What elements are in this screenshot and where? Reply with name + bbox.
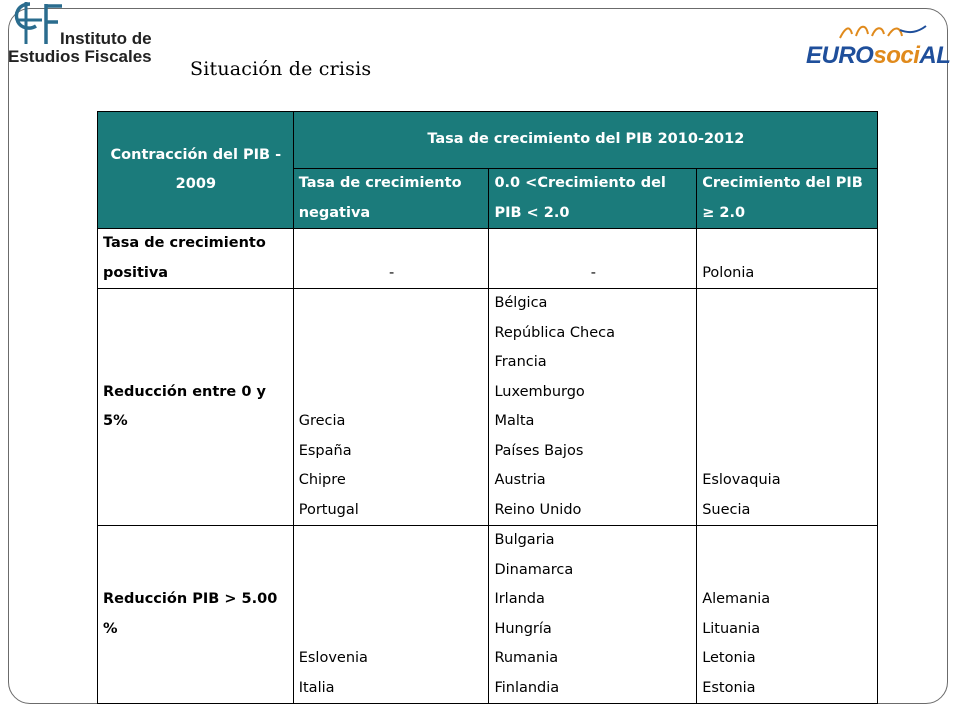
country-name: Chipre [298,472,346,488]
country-name: Luxemburgo [494,383,585,400]
eurosocial-logo [798,20,951,76]
cell-r0-c3 [697,229,878,289]
cell-r1-c1 [293,289,489,526]
col-header-high: Crecimiento del PIB ≥ 2.0 [697,169,878,229]
cell-r2-c3 [697,526,878,704]
row-header-title [98,112,294,229]
country-name: Irlanda [494,591,545,607]
eurosocial-part2: soci [873,42,920,69]
country-name: Portugal [298,501,359,518]
page-title: Situación de crisis [190,58,372,80]
country-name: Suecia [702,501,751,518]
country-name: República Checa [494,324,615,341]
country-name: - [590,264,596,281]
cell-r2-c1 [293,526,489,704]
country-name: Grecia [298,413,346,429]
country-name: Finlandia [494,679,560,696]
country-name: Letonia [702,650,756,666]
ief-line2: Estudios Fiscales [8,47,152,66]
country-name: Bulgaria [494,532,555,548]
country-name: Estonia [702,679,756,696]
ief-logo-icon [8,0,68,46]
cell-r0-c2 [489,229,697,289]
cell-r1-c3 [697,289,878,526]
country-name: Austria [494,472,546,488]
eurosocial-part3: AL [919,42,951,69]
eurosocial-figures-icon [838,20,928,42]
eurosocial-wordmark [806,42,950,70]
table-row [98,526,878,704]
ief-logo [6,0,166,76]
col-header-negative: Tasa de crecimiento negativa [293,169,489,229]
country-name: Reino Unido [494,501,582,518]
country-name: España [298,442,352,459]
country-name: Francia [494,354,547,370]
country-name: Alemania [702,591,771,607]
row-label: Tasa de crecimiento positiva [98,229,294,289]
cell-r1-c2 [489,289,697,526]
table-row [98,289,878,526]
country-name: Lituania [702,620,761,637]
country-name: Bélgica [494,295,548,311]
row-header-title-text: Contracción del PIB - 2009 [110,146,282,192]
country-name: Hungría [494,620,552,637]
group-header [293,112,877,169]
ief-name [8,29,152,66]
country-name: Eslovaquia [702,472,781,488]
country-name: Malta [494,413,535,429]
country-name: Polonia [702,264,755,281]
country-name: - [388,264,395,281]
country-name: Dinamarca [494,561,574,578]
country-name: Italia [298,679,335,696]
eurosocial-part1: EURO [806,42,874,69]
table-header-row [98,112,878,169]
cell-r2-c2 [489,526,697,704]
col-header-mid: 0.0 <Crecimiento del PIB < 2.0 [489,169,697,229]
row-label: Reducción PIB > 5.00 % [98,526,294,704]
cell-r0-c1 [293,229,489,289]
country-name: Países Bajos [494,442,584,459]
row-label: Reducción entre 0 y 5% [98,289,294,526]
crisis-table [97,111,878,704]
table-row [98,229,878,289]
group-header-text: Tasa de crecimiento del PIB 2010-2012 [427,131,745,148]
ief-line1: Instituto de [60,29,152,48]
country-name: Eslovenia [298,650,368,666]
country-name: Rumania [494,650,559,666]
